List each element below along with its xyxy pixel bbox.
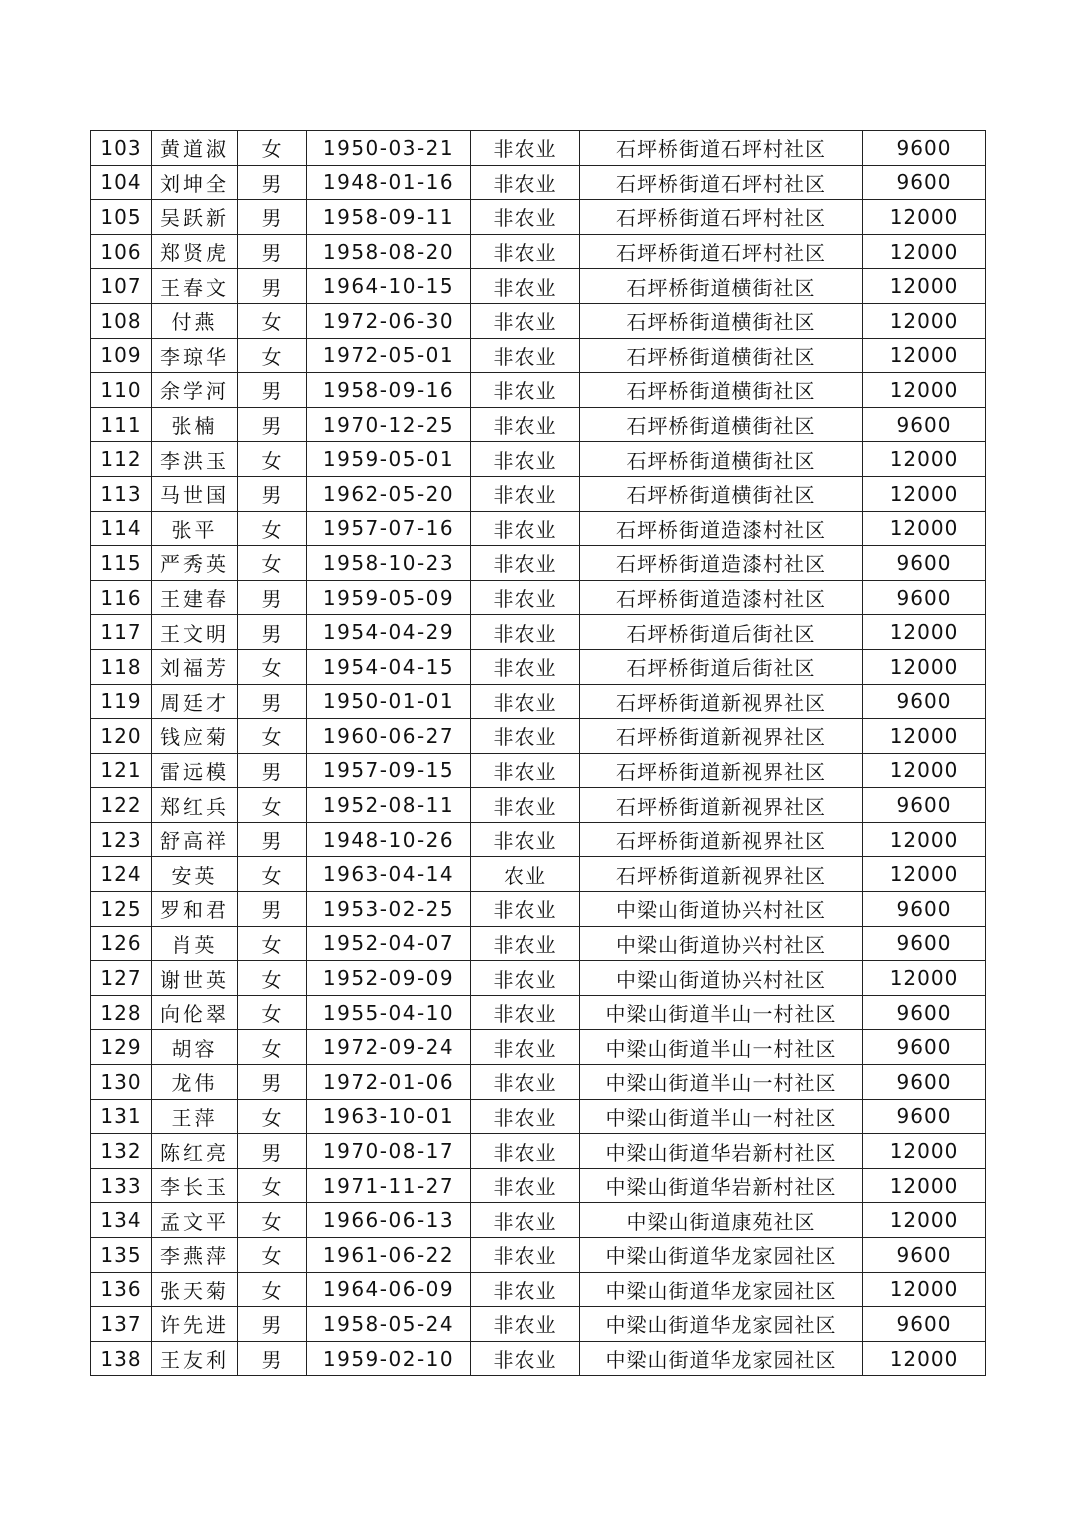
cell-birth-date: 1957-07-16 xyxy=(307,511,471,546)
cell-birth-date: 1959-05-01 xyxy=(307,442,471,477)
cell-community: 中梁山街道华岩新村社区 xyxy=(580,1168,863,1203)
cell-number: 107 xyxy=(91,269,152,304)
cell-name: 舒高祥 xyxy=(152,822,238,857)
cell-number: 115 xyxy=(91,546,152,581)
cell-amount: 12000 xyxy=(863,1134,986,1169)
cell-name: 王建春 xyxy=(152,580,238,615)
cell-number: 114 xyxy=(91,511,152,546)
cell-amount: 12000 xyxy=(863,269,986,304)
cell-amount: 9600 xyxy=(863,684,986,719)
cell-amount: 9600 xyxy=(863,580,986,615)
cell-name: 王文明 xyxy=(152,615,238,650)
cell-name: 许先进 xyxy=(152,1307,238,1342)
cell-name: 余学河 xyxy=(152,373,238,408)
cell-gender: 女 xyxy=(238,511,307,546)
cell-number: 135 xyxy=(91,1238,152,1273)
cell-birth-date: 1958-09-16 xyxy=(307,373,471,408)
cell-community: 石坪桥街道造漆村社区 xyxy=(580,546,863,581)
cell-amount: 12000 xyxy=(863,234,986,269)
cell-community: 中梁山街道华岩新村社区 xyxy=(580,1134,863,1169)
cell-household-type: 非农业 xyxy=(471,1030,580,1065)
cell-number: 106 xyxy=(91,234,152,269)
cell-amount: 12000 xyxy=(863,753,986,788)
cell-amount: 9600 xyxy=(863,926,986,961)
cell-community: 中梁山街道半山一村社区 xyxy=(580,1099,863,1134)
cell-gender: 女 xyxy=(238,857,307,892)
cell-amount: 12000 xyxy=(863,857,986,892)
table-row xyxy=(91,1341,986,1376)
cell-name: 周廷才 xyxy=(152,684,238,719)
cell-gender: 女 xyxy=(238,546,307,581)
cell-gender: 女 xyxy=(238,1030,307,1065)
cell-amount: 12000 xyxy=(863,338,986,373)
cell-community: 石坪桥街道横街社区 xyxy=(580,338,863,373)
cell-community: 石坪桥街道石坪村社区 xyxy=(580,131,863,166)
cell-community: 中梁山街道半山一村社区 xyxy=(580,1065,863,1100)
cell-household-type: 非农业 xyxy=(471,788,580,823)
cell-name: 安英 xyxy=(152,857,238,892)
cell-gender: 女 xyxy=(238,1099,307,1134)
cell-household-type: 农业 xyxy=(471,857,580,892)
cell-amount: 9600 xyxy=(863,407,986,442)
cell-name: 张楠 xyxy=(152,407,238,442)
cell-number: 105 xyxy=(91,200,152,235)
cell-gender: 男 xyxy=(238,373,307,408)
cell-name: 吴跃新 xyxy=(152,200,238,235)
cell-birth-date: 1948-01-16 xyxy=(307,165,471,200)
cell-household-type: 非农业 xyxy=(471,234,580,269)
table-row xyxy=(91,788,986,823)
cell-community: 石坪桥街道造漆村社区 xyxy=(580,511,863,546)
cell-household-type: 非农业 xyxy=(471,1065,580,1100)
table-row xyxy=(91,269,986,304)
cell-name: 陈红亮 xyxy=(152,1134,238,1169)
cell-community: 石坪桥街道石坪村社区 xyxy=(580,234,863,269)
cell-community: 石坪桥街道后街社区 xyxy=(580,649,863,684)
cell-household-type: 非农业 xyxy=(471,822,580,857)
cell-number: 118 xyxy=(91,649,152,684)
cell-community: 中梁山街道华龙家园社区 xyxy=(580,1341,863,1376)
cell-name: 王春文 xyxy=(152,269,238,304)
cell-birth-date: 1960-06-27 xyxy=(307,719,471,754)
cell-household-type: 非农业 xyxy=(471,1134,580,1169)
cell-name: 马世国 xyxy=(152,476,238,511)
cell-name: 李长玉 xyxy=(152,1168,238,1203)
cell-name: 王友利 xyxy=(152,1341,238,1376)
cell-household-type: 非农业 xyxy=(471,1341,580,1376)
cell-gender: 男 xyxy=(238,407,307,442)
cell-community: 中梁山街道华龙家园社区 xyxy=(580,1272,863,1307)
cell-birth-date: 1964-10-15 xyxy=(307,269,471,304)
cell-community: 中梁山街道华龙家园社区 xyxy=(580,1238,863,1273)
cell-amount: 9600 xyxy=(863,1307,986,1342)
cell-household-type: 非农业 xyxy=(471,684,580,719)
cell-number: 125 xyxy=(91,892,152,927)
table-row xyxy=(91,684,986,719)
cell-amount: 12000 xyxy=(863,649,986,684)
cell-household-type: 非农业 xyxy=(471,961,580,996)
cell-number: 103 xyxy=(91,131,152,166)
cell-birth-date: 1952-04-07 xyxy=(307,926,471,961)
cell-birth-date: 1963-10-01 xyxy=(307,1099,471,1134)
cell-name: 雷远模 xyxy=(152,753,238,788)
cell-name: 肖英 xyxy=(152,926,238,961)
cell-gender: 女 xyxy=(238,303,307,338)
cell-gender: 男 xyxy=(238,1307,307,1342)
cell-gender: 女 xyxy=(238,1238,307,1273)
cell-gender: 女 xyxy=(238,788,307,823)
cell-name: 严秀英 xyxy=(152,546,238,581)
table-row xyxy=(91,165,986,200)
cell-name: 张平 xyxy=(152,511,238,546)
table-row xyxy=(91,407,986,442)
table-row xyxy=(91,822,986,857)
cell-household-type: 非农业 xyxy=(471,200,580,235)
cell-household-type: 非农业 xyxy=(471,407,580,442)
table-row xyxy=(91,303,986,338)
cell-number: 130 xyxy=(91,1065,152,1100)
cell-amount: 9600 xyxy=(863,788,986,823)
cell-birth-date: 1954-04-15 xyxy=(307,649,471,684)
cell-number: 129 xyxy=(91,1030,152,1065)
cell-household-type: 非农业 xyxy=(471,649,580,684)
cell-birth-date: 1972-01-06 xyxy=(307,1065,471,1100)
cell-birth-date: 1972-05-01 xyxy=(307,338,471,373)
cell-birth-date: 1972-06-30 xyxy=(307,303,471,338)
cell-gender: 男 xyxy=(238,234,307,269)
cell-amount: 12000 xyxy=(863,476,986,511)
cell-gender: 女 xyxy=(238,442,307,477)
table-row xyxy=(91,961,986,996)
cell-gender: 男 xyxy=(238,580,307,615)
cell-amount: 12000 xyxy=(863,1168,986,1203)
cell-birth-date: 1962-05-20 xyxy=(307,476,471,511)
cell-name: 谢世英 xyxy=(152,961,238,996)
cell-birth-date: 1952-08-11 xyxy=(307,788,471,823)
cell-household-type: 非农业 xyxy=(471,269,580,304)
cell-number: 127 xyxy=(91,961,152,996)
cell-household-type: 非农业 xyxy=(471,1272,580,1307)
cell-community: 石坪桥街道石坪村社区 xyxy=(580,200,863,235)
cell-amount: 12000 xyxy=(863,511,986,546)
table-row xyxy=(91,615,986,650)
cell-gender: 男 xyxy=(238,476,307,511)
table-row xyxy=(91,1203,986,1238)
table-row xyxy=(91,338,986,373)
cell-gender: 女 xyxy=(238,1272,307,1307)
table-row xyxy=(91,1099,986,1134)
cell-household-type: 非农业 xyxy=(471,476,580,511)
cell-community: 中梁山街道半山一村社区 xyxy=(580,995,863,1030)
cell-amount: 12000 xyxy=(863,822,986,857)
cell-birth-date: 1958-10-23 xyxy=(307,546,471,581)
table-row xyxy=(91,476,986,511)
cell-birth-date: 1958-08-20 xyxy=(307,234,471,269)
cell-gender: 男 xyxy=(238,892,307,927)
cell-birth-date: 1959-05-09 xyxy=(307,580,471,615)
table-row xyxy=(91,1030,986,1065)
cell-amount: 12000 xyxy=(863,303,986,338)
cell-gender: 女 xyxy=(238,338,307,373)
cell-gender: 女 xyxy=(238,649,307,684)
cell-name: 龙伟 xyxy=(152,1065,238,1100)
cell-household-type: 非农业 xyxy=(471,131,580,166)
cell-birth-date: 1966-06-13 xyxy=(307,1203,471,1238)
table-row xyxy=(91,926,986,961)
cell-household-type: 非农业 xyxy=(471,995,580,1030)
cell-household-type: 非农业 xyxy=(471,303,580,338)
cell-household-type: 非农业 xyxy=(471,1099,580,1134)
cell-birth-date: 1959-02-10 xyxy=(307,1341,471,1376)
cell-community: 石坪桥街道横街社区 xyxy=(580,476,863,511)
cell-gender: 女 xyxy=(238,995,307,1030)
cell-community: 中梁山街道半山一村社区 xyxy=(580,1030,863,1065)
table-body xyxy=(91,131,986,1376)
table-row xyxy=(91,131,986,166)
cell-number: 133 xyxy=(91,1168,152,1203)
cell-household-type: 非农业 xyxy=(471,1307,580,1342)
cell-birth-date: 1961-06-22 xyxy=(307,1238,471,1273)
cell-gender: 男 xyxy=(238,1065,307,1100)
cell-amount: 12000 xyxy=(863,373,986,408)
cell-community: 石坪桥街道横街社区 xyxy=(580,373,863,408)
cell-household-type: 非农业 xyxy=(471,926,580,961)
cell-birth-date: 1958-05-24 xyxy=(307,1307,471,1342)
cell-number: 134 xyxy=(91,1203,152,1238)
cell-gender: 男 xyxy=(238,822,307,857)
cell-number: 116 xyxy=(91,580,152,615)
cell-birth-date: 1950-03-21 xyxy=(307,131,471,166)
cell-birth-date: 1970-08-17 xyxy=(307,1134,471,1169)
table-row xyxy=(91,649,986,684)
cell-amount: 9600 xyxy=(863,1099,986,1134)
cell-household-type: 非农业 xyxy=(471,615,580,650)
cell-birth-date: 1963-04-14 xyxy=(307,857,471,892)
table-row xyxy=(91,857,986,892)
cell-number: 111 xyxy=(91,407,152,442)
cell-amount: 9600 xyxy=(863,1238,986,1273)
cell-amount: 9600 xyxy=(863,1030,986,1065)
cell-number: 113 xyxy=(91,476,152,511)
cell-number: 132 xyxy=(91,1134,152,1169)
cell-number: 124 xyxy=(91,857,152,892)
cell-birth-date: 1971-11-27 xyxy=(307,1168,471,1203)
cell-gender: 男 xyxy=(238,1134,307,1169)
cell-community: 中梁山街道华龙家园社区 xyxy=(580,1307,863,1342)
table-row xyxy=(91,1134,986,1169)
cell-gender: 女 xyxy=(238,926,307,961)
cell-number: 136 xyxy=(91,1272,152,1307)
cell-name: 罗和君 xyxy=(152,892,238,927)
cell-name: 向伦翠 xyxy=(152,995,238,1030)
pension-recipient-table xyxy=(90,130,986,1376)
cell-amount: 9600 xyxy=(863,165,986,200)
cell-community: 中梁山街道协兴村社区 xyxy=(580,892,863,927)
cell-community: 石坪桥街道新视界社区 xyxy=(580,857,863,892)
cell-community: 石坪桥街道石坪村社区 xyxy=(580,165,863,200)
cell-community: 中梁山街道协兴村社区 xyxy=(580,926,863,961)
cell-name: 郑贤虎 xyxy=(152,234,238,269)
cell-gender: 女 xyxy=(238,961,307,996)
cell-household-type: 非农业 xyxy=(471,546,580,581)
cell-number: 122 xyxy=(91,788,152,823)
cell-number: 119 xyxy=(91,684,152,719)
cell-community: 石坪桥街道横街社区 xyxy=(580,407,863,442)
table-row xyxy=(91,1307,986,1342)
cell-name: 王萍 xyxy=(152,1099,238,1134)
cell-birth-date: 1953-02-25 xyxy=(307,892,471,927)
table-row xyxy=(91,753,986,788)
table-row xyxy=(91,442,986,477)
table-row xyxy=(91,200,986,235)
cell-name: 付燕 xyxy=(152,303,238,338)
cell-name: 李燕萍 xyxy=(152,1238,238,1273)
table-row xyxy=(91,580,986,615)
table-row xyxy=(91,892,986,927)
cell-gender: 男 xyxy=(238,200,307,235)
cell-birth-date: 1958-09-11 xyxy=(307,200,471,235)
cell-community: 石坪桥街道新视界社区 xyxy=(580,684,863,719)
cell-community: 石坪桥街道新视界社区 xyxy=(580,788,863,823)
cell-number: 128 xyxy=(91,995,152,1030)
cell-household-type: 非农业 xyxy=(471,1168,580,1203)
cell-birth-date: 1970-12-25 xyxy=(307,407,471,442)
cell-gender: 男 xyxy=(238,269,307,304)
cell-household-type: 非农业 xyxy=(471,373,580,408)
cell-amount: 9600 xyxy=(863,546,986,581)
table-row xyxy=(91,546,986,581)
cell-number: 121 xyxy=(91,753,152,788)
cell-amount: 9600 xyxy=(863,995,986,1030)
cell-community: 中梁山街道康苑社区 xyxy=(580,1203,863,1238)
cell-number: 109 xyxy=(91,338,152,373)
cell-amount: 12000 xyxy=(863,442,986,477)
cell-household-type: 非农业 xyxy=(471,1203,580,1238)
cell-amount: 12000 xyxy=(863,615,986,650)
cell-amount: 9600 xyxy=(863,131,986,166)
cell-gender: 女 xyxy=(238,1168,307,1203)
cell-amount: 9600 xyxy=(863,892,986,927)
table-row xyxy=(91,511,986,546)
cell-household-type: 非农业 xyxy=(471,892,580,927)
cell-name: 李琼华 xyxy=(152,338,238,373)
cell-gender: 女 xyxy=(238,719,307,754)
cell-name: 张天菊 xyxy=(152,1272,238,1307)
cell-gender: 女 xyxy=(238,1203,307,1238)
cell-birth-date: 1955-04-10 xyxy=(307,995,471,1030)
cell-name: 刘福芳 xyxy=(152,649,238,684)
cell-birth-date: 1948-10-26 xyxy=(307,822,471,857)
cell-birth-date: 1954-04-29 xyxy=(307,615,471,650)
cell-number: 131 xyxy=(91,1099,152,1134)
cell-household-type: 非农业 xyxy=(471,719,580,754)
cell-household-type: 非农业 xyxy=(471,442,580,477)
cell-number: 123 xyxy=(91,822,152,857)
cell-gender: 男 xyxy=(238,165,307,200)
table-row xyxy=(91,234,986,269)
cell-name: 郑红兵 xyxy=(152,788,238,823)
cell-gender: 男 xyxy=(238,615,307,650)
cell-household-type: 非农业 xyxy=(471,580,580,615)
cell-community: 石坪桥街道造漆村社区 xyxy=(580,580,863,615)
table-row xyxy=(91,995,986,1030)
cell-number: 108 xyxy=(91,303,152,338)
cell-gender: 男 xyxy=(238,684,307,719)
cell-gender: 男 xyxy=(238,753,307,788)
cell-gender: 女 xyxy=(238,131,307,166)
cell-name: 黄道淑 xyxy=(152,131,238,166)
cell-household-type: 非农业 xyxy=(471,165,580,200)
cell-name: 李洪玉 xyxy=(152,442,238,477)
table-row xyxy=(91,373,986,408)
cell-household-type: 非农业 xyxy=(471,753,580,788)
cell-birth-date: 1952-09-09 xyxy=(307,961,471,996)
cell-household-type: 非农业 xyxy=(471,511,580,546)
cell-amount: 9600 xyxy=(863,1065,986,1100)
cell-birth-date: 1972-09-24 xyxy=(307,1030,471,1065)
cell-community: 石坪桥街道新视界社区 xyxy=(580,753,863,788)
cell-community: 石坪桥街道横街社区 xyxy=(580,269,863,304)
table-row xyxy=(91,1065,986,1100)
cell-community: 中梁山街道协兴村社区 xyxy=(580,961,863,996)
cell-gender: 男 xyxy=(238,1341,307,1376)
cell-number: 126 xyxy=(91,926,152,961)
cell-number: 137 xyxy=(91,1307,152,1342)
cell-household-type: 非农业 xyxy=(471,338,580,373)
cell-amount: 12000 xyxy=(863,719,986,754)
cell-amount: 12000 xyxy=(863,1203,986,1238)
cell-amount: 12000 xyxy=(863,200,986,235)
table-row xyxy=(91,1238,986,1273)
cell-number: 138 xyxy=(91,1341,152,1376)
cell-name: 孟文平 xyxy=(152,1203,238,1238)
cell-community: 石坪桥街道后街社区 xyxy=(580,615,863,650)
cell-household-type: 非农业 xyxy=(471,1238,580,1273)
cell-name: 钱应菊 xyxy=(152,719,238,754)
cell-number: 117 xyxy=(91,615,152,650)
cell-birth-date: 1964-06-09 xyxy=(307,1272,471,1307)
cell-name: 胡容 xyxy=(152,1030,238,1065)
cell-birth-date: 1957-09-15 xyxy=(307,753,471,788)
cell-name: 刘坤全 xyxy=(152,165,238,200)
cell-number: 120 xyxy=(91,719,152,754)
cell-community: 石坪桥街道新视界社区 xyxy=(580,822,863,857)
cell-number: 104 xyxy=(91,165,152,200)
cell-community: 石坪桥街道横街社区 xyxy=(580,442,863,477)
cell-community: 石坪桥街道新视界社区 xyxy=(580,719,863,754)
table-row xyxy=(91,1168,986,1203)
cell-amount: 12000 xyxy=(863,1341,986,1376)
cell-number: 110 xyxy=(91,373,152,408)
cell-amount: 12000 xyxy=(863,1272,986,1307)
cell-community: 石坪桥街道横街社区 xyxy=(580,303,863,338)
table-row xyxy=(91,1272,986,1307)
cell-number: 112 xyxy=(91,442,152,477)
table-row xyxy=(91,719,986,754)
cell-birth-date: 1950-01-01 xyxy=(307,684,471,719)
cell-amount: 12000 xyxy=(863,961,986,996)
